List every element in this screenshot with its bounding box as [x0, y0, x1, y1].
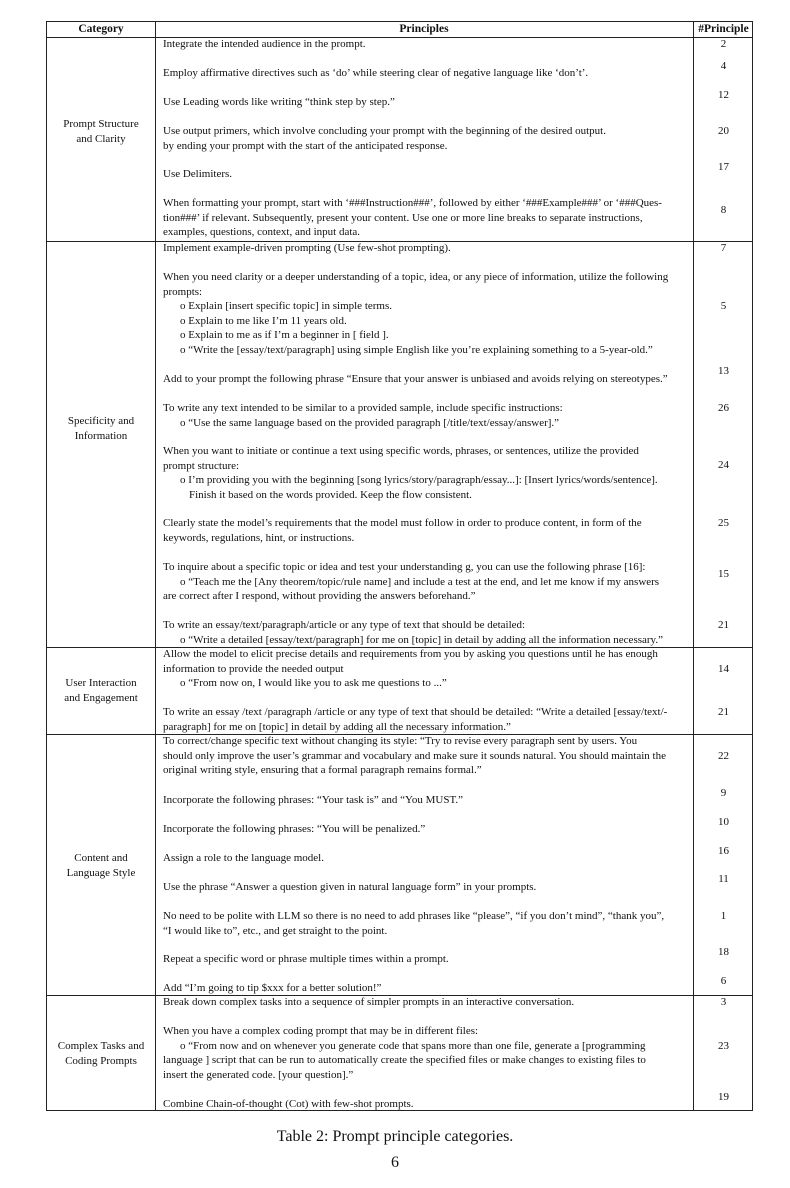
principle-number: 22 [718, 750, 729, 762]
category-content-style: Content and Language Style [66, 852, 136, 879]
principle-number: 7 [720, 242, 727, 254]
principle-text: To write an essay/text/paragraph/article or any type of text that should be detailed: o “Write a detailed [essay/text/paragraph] for me on [topic] in detail by adding all the information necessary.” [163, 619, 663, 646]
principle-text: Use Delimiters. [163, 168, 233, 180]
principle-number: 21 [718, 619, 729, 631]
principle-number: 11 [718, 873, 729, 885]
principle-number: 20 [718, 125, 729, 137]
principle-text: When you have a complex coding prompt that may be in different files: o “From now and on whenever you generate code that spans more than one file, generate a [programming language ] script that can be run to automatically create the specified files or make changes to existing files to insert the generated code. [your question].” [163, 1025, 646, 1081]
principle-text: Assign a role to the language model. [163, 852, 324, 864]
principle-number: 4 [720, 60, 727, 72]
category-user-interaction: User Interaction and Engagement [64, 677, 138, 704]
principle-number: 25 [718, 517, 729, 529]
principle-text: Repeat a specific word or phrase multiple times within a prompt. [163, 953, 449, 965]
category-specificity: Specificity and Information [67, 415, 135, 442]
header-principles: Principles [399, 23, 449, 35]
principle-text: No need to be polite with LLM so there is no need to add phrases like “please”, “if you don’t mind”, “thank you”, “I would like to”, etc., and get straight to the point. [163, 910, 665, 937]
principle-text: Add “I’m going to tip $xxx for a better solution!” [163, 982, 382, 994]
principle-number: 21 [718, 706, 729, 718]
principle-number: 10 [718, 816, 729, 828]
category-complex-tasks: Complex Tasks and Coding Prompts [57, 1040, 145, 1067]
principle-text: Incorporate the following phrases: “Your task is” and “You MUST.” [163, 794, 464, 806]
principle-text: Employ affirmative directives such as ‘do’ while steering clear of negative language like ‘don’t’. [163, 67, 589, 79]
principle-text: Use Leading words like writing “think step by step.” [163, 96, 395, 108]
principle-number: 23 [718, 1040, 729, 1052]
principle-number: 16 [718, 845, 729, 857]
principle-text: When you want to initiate or continue a text using specific words, phrases, or sentences, utilize the provided prompt structure: o I’m providing you with the beginning [song lyrics/story/paragraph/essay...]: [Insert lyrics/words/sentence]. Finish it based on the words provided. Keep the flow consistent. [163, 445, 658, 501]
principle-text: Use output primers, which involve concluding your prompt with the beginning of the desired output. by ending your prompt with the start of the anticipated response. [163, 125, 606, 152]
principle-number: 14 [718, 663, 729, 675]
principle-number: 24 [718, 459, 729, 471]
principle-number: 15 [718, 568, 729, 580]
principle-text: When you need clarity or a deeper understanding of a topic, idea, or any piece of information, utilize the following prompts: o Explain [insert specific topic] in simple terms. o Explain to me like I’m 11 years old. o Explain to me as if I’m a beginner in [ field ]. o “Write the [essay/text/paragraph] using simple English like you’re explaining something to a 5-year-old.” [163, 271, 669, 356]
principle-number: 3 [720, 996, 727, 1008]
principle-text: To inquire about a specific topic or idea and test your understanding g, you can use the following phrase [16]: o “Teach me the [Any theorem/topic/rule name] and include a test at the end, and let me know if my answers are correct after I respond, without providing the answers beforehand.” [163, 561, 660, 602]
principle-number: 8 [720, 204, 727, 216]
principle-text: To correct/change specific text without changing its style: “Try to revise every paragraph sent by users. You should only improve the user’s grammar and vocabulary and make sure it sounds natural. You should maintain the original writing style, ensuring that a formal paragraph remains formal.” [163, 735, 666, 776]
header-number: #Principle [698, 23, 749, 35]
principle-text: Allow the model to elicit precise details and requirements from you by asking you questions until he has enough information to provide the needed output o “From now on, I would like you to ask me questions to ...” [163, 648, 658, 689]
principle-text: Integrate the intended audience in the prompt. [163, 38, 366, 50]
page-number: 6 [391, 1154, 399, 1171]
principle-text: Add to your prompt the following phrase “Ensure that your answer is unbiased and avoids relying on stereotypes.” [163, 373, 668, 385]
principle-text: Break down complex tasks into a sequence of simpler prompts in an interactive conversation. [163, 996, 575, 1008]
principle-number: 19 [718, 1091, 729, 1103]
principle-text: To write any text intended to be similar to a provided sample, include specific instructions: o “Use the same language based on the provided paragraph [/title/text/essay/answer].” [163, 402, 563, 429]
header-category: Category [78, 23, 124, 35]
principle-number: 9 [720, 787, 727, 799]
principle-number: 5 [720, 300, 727, 312]
principle-number: 2 [720, 38, 727, 50]
principle-number: 17 [718, 161, 729, 173]
principle-text: Clearly state the model’s requirements that the model must follow in order to produce content, in form of the keywords, regulations, hint, or instructions. [163, 517, 642, 544]
principle-text: When formatting your prompt, start with ‘###Instruction###’, followed by either ‘###Example###’ or ‘###Ques- tion###’ if relevant. Subsequently, present your content. Use one or more line breaks to separate instructions, examples, questions, context, and input data. [163, 197, 662, 238]
principle-number: 18 [718, 946, 729, 958]
principle-number: 6 [720, 975, 727, 987]
principle-number: 26 [718, 402, 729, 414]
principle-text: Implement example-driven prompting (Use few-shot prompting). [163, 242, 451, 254]
principle-text: To write an essay /text /paragraph /article or any type of text that should be detailed: “Write a detailed [essay/text/- paragraph] for me on [topic] in detail by adding all the necessary information.” [163, 706, 668, 733]
table-caption: Table 2: Prompt principle categories. [276, 1128, 514, 1145]
principle-text: Use the phrase “Answer a question given in natural language form” in your prompts. [163, 881, 537, 893]
category-prompt-structure: Prompt Structure and Clarity [63, 118, 139, 145]
column-divider [155, 22, 156, 1110]
principle-text: Incorporate the following phrases: “You will be penalized.” [163, 823, 426, 835]
principle-text: Combine Chain-of-thought (Cot) with few-shot prompts. [163, 1098, 414, 1110]
principle-number: 13 [718, 365, 729, 377]
principle-number: 12 [718, 89, 729, 101]
principles-table [46, 21, 753, 1111]
principle-number: 1 [720, 910, 727, 922]
